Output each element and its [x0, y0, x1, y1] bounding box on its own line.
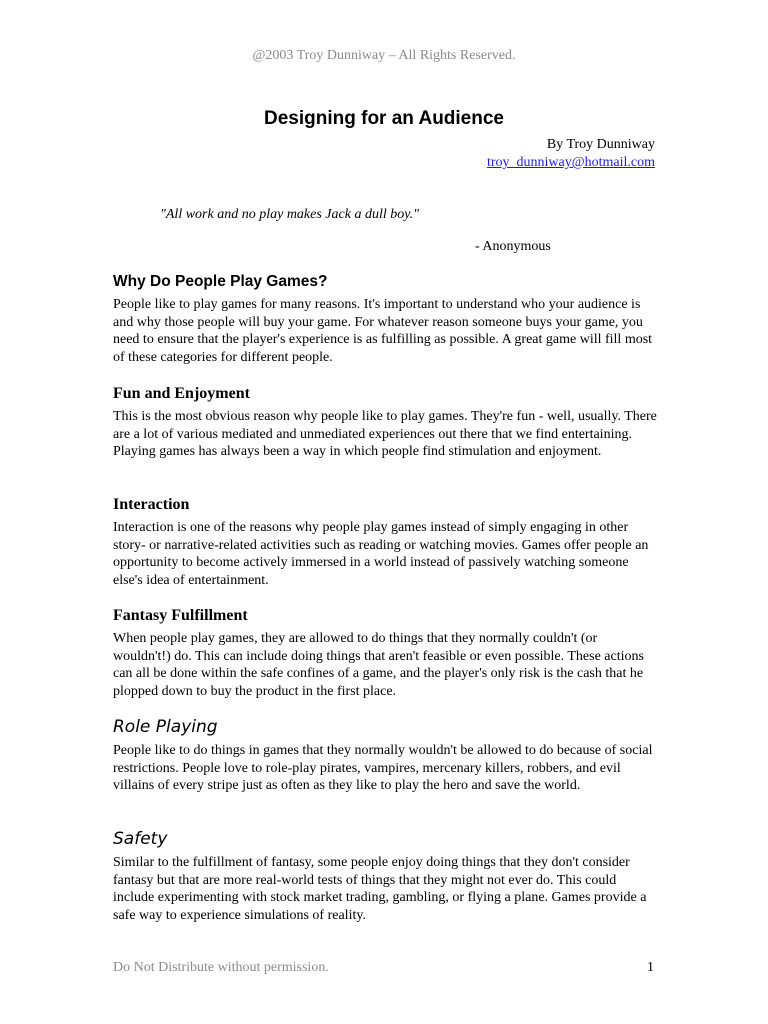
- author-email-link[interactable]: troy_dunniway@hotmail.com: [486, 155, 655, 170]
- section-interaction: [113, 495, 658, 590]
- quote-attribution: - Anonymous: [475, 239, 551, 254]
- copyright-header: @2003 Troy Dunniway – All Rights Reserved.: [252, 48, 516, 63]
- section-heading: Role Playing: [113, 717, 218, 737]
- section-heading: Fun and Enjoyment: [113, 385, 250, 402]
- section-heading: Interaction: [113, 496, 190, 513]
- section-safety: [113, 828, 658, 925]
- section-why-play: [113, 272, 658, 367]
- section-body: Similar to the fulfillment of fantasy, some people enjoy doing things that they don't consider fantasy but that are more real-world tests of things that they might not ever do. This could include experimenting with stock market trading, gambling, or flying a plane. Games provide a safe way to experience simulations of reality.: [113, 855, 647, 924]
- page-number: 1: [647, 960, 654, 975]
- epigraph-quote: "All work and no play makes Jack a dull boy.": [160, 207, 420, 222]
- section-body: When people play games, they are allowed to do things that they normally couldn't (or wouldn't!) do. This can include doing things that aren't feasible or even possible. These actions can all be done within the safe confines of a game, and the player's only risk is the cash that he plopped down to buy the product in the first place.: [113, 631, 644, 700]
- distribution-notice: Do Not Distribute without permission.: [113, 960, 329, 975]
- section-body: Interaction is one of the reasons why people play games instead of simply engaging in other story- or narrative-related activities such as reading or watching movies. Games offer people an opportunity to become actively immersed in a world instead of passively watching someone else's idea of entertainment.: [113, 520, 649, 589]
- section-role-playing: [113, 716, 658, 795]
- section-fun-enjoyment: [113, 384, 658, 461]
- section-body: People like to play games for many reasons. It's important to understand who your audience is and why those people will buy your game. For whatever reason someone buys your game, you need to ensure that the player's experience is as fulfilling as possible. A great game will fill most of these categories for different people.: [113, 297, 653, 366]
- section-heading: Safety: [113, 829, 168, 849]
- section-heading: Why Do People Play Games?: [113, 273, 328, 290]
- section-body: This is the most obvious reason why people like to play games. They're fun - well, usually. There are a lot of various mediated and unmediated experiences out there that we find entertaining. Playing games has always been a way in which people find stimulation and enjoyment.: [113, 409, 657, 460]
- author-byline: By Troy Dunniway: [546, 137, 655, 152]
- document-title: Designing for an Audience: [264, 108, 504, 129]
- section-body: People like to do things in games that they normally wouldn't be allowed to do because of social restrictions. People love to role-play pirates, vampires, mercenary killers, robbers, and evil villains of every stripe just as often as they like to play the hero and save the world.: [113, 743, 653, 794]
- section-fantasy-fulfillment: [113, 606, 658, 701]
- section-heading: Fantasy Fulfillment: [113, 607, 248, 624]
